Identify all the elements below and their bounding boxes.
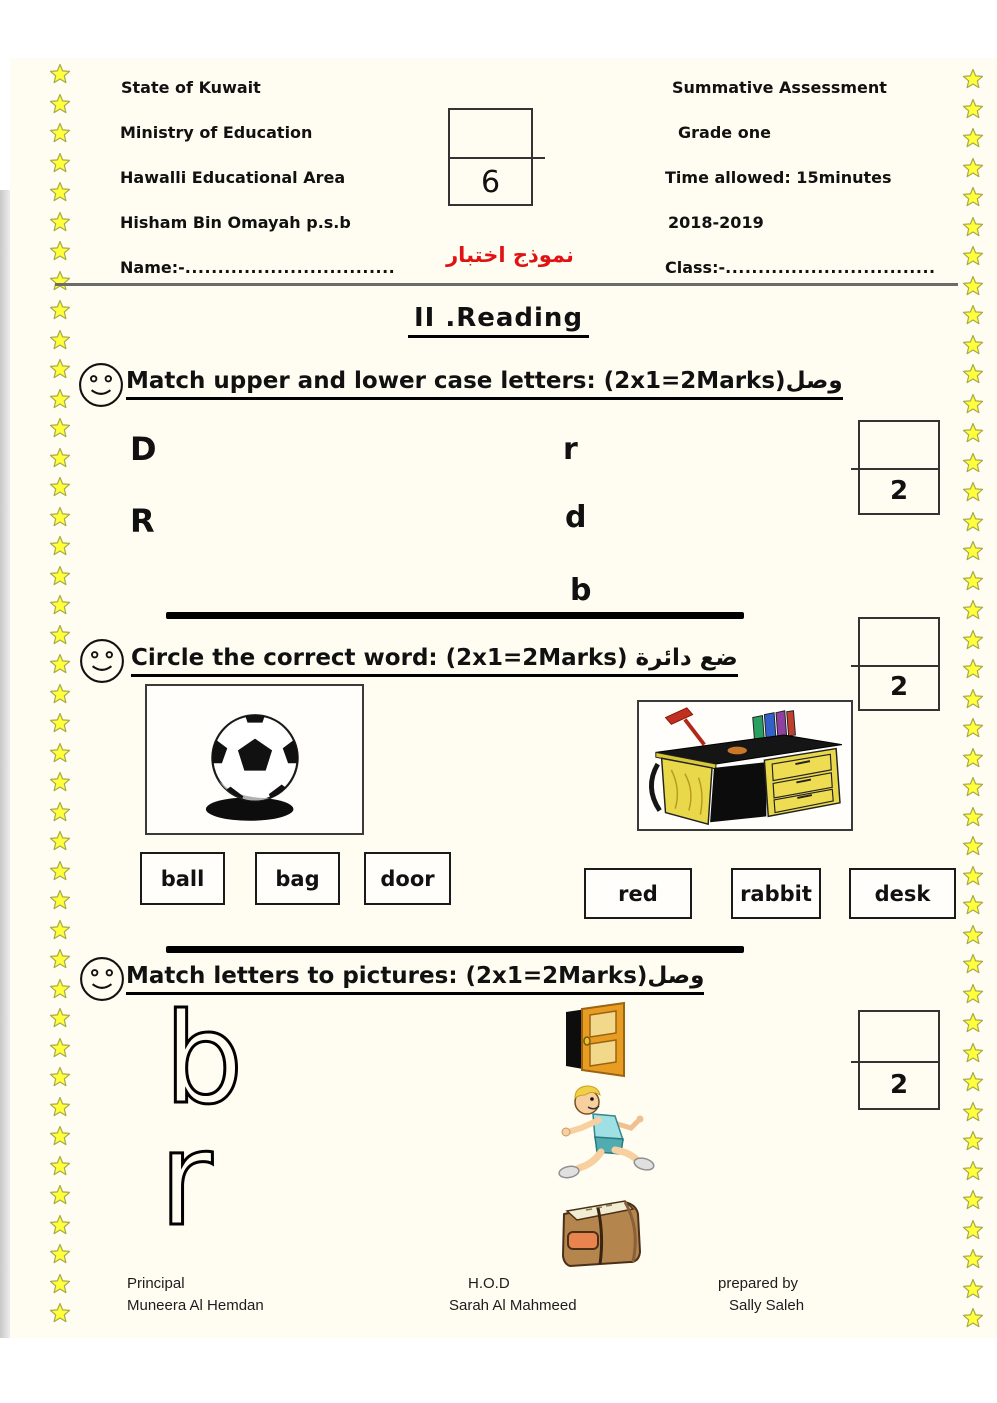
star-icon <box>962 481 984 503</box>
smiley-icon <box>79 638 125 684</box>
word-choice-door: door <box>364 852 451 905</box>
star-icon <box>962 570 984 592</box>
star-icon <box>962 216 984 238</box>
header-year: 2018-2019 <box>668 213 764 232</box>
class-field <box>665 258 936 277</box>
star-icon <box>49 1007 71 1029</box>
section3-score: 2 <box>889 1069 909 1100</box>
star-icon <box>962 1278 984 1300</box>
match-lower-letter: r <box>563 432 578 467</box>
star-border-right <box>962 68 984 1329</box>
star-icon <box>962 422 984 444</box>
star-icon <box>49 1184 71 1206</box>
star-icon <box>962 717 984 739</box>
header-ministry: Ministry of Education <box>120 123 313 142</box>
star-icon <box>49 358 71 380</box>
section2-heading-arabic: ضع دائرة <box>635 645 738 671</box>
name-field <box>120 258 395 277</box>
star-icon <box>49 1066 71 1088</box>
header-assessment: Summative Assessment <box>672 78 887 97</box>
outline-letter-b <box>148 990 268 1125</box>
star-icon <box>49 948 71 970</box>
running-boy-image <box>545 1082 665 1182</box>
svg-text:b: b <box>164 990 244 1125</box>
star-icon <box>49 742 71 764</box>
star-icon <box>962 1160 984 1182</box>
star-icon <box>962 894 984 916</box>
star-icon <box>49 506 71 528</box>
star-icon <box>962 747 984 769</box>
star-icon <box>49 93 71 115</box>
star-icon <box>962 511 984 533</box>
star-icon <box>962 157 984 179</box>
star-icon <box>962 1189 984 1211</box>
desk-image <box>639 702 851 829</box>
outline-letter-r <box>143 1132 263 1242</box>
star-icon <box>962 776 984 798</box>
picture-box-ball <box>145 684 364 835</box>
star-icon <box>49 889 71 911</box>
star-icon <box>49 476 71 498</box>
name-label: Name:- <box>120 258 185 277</box>
star-icon <box>962 186 984 208</box>
star-icon <box>962 629 984 651</box>
star-icon <box>962 835 984 857</box>
header-school: Hisham Bin Omayah p.s.b <box>120 213 351 232</box>
svg-text:r: r <box>159 1132 213 1242</box>
footer-hod-name: Sarah Al Mahmeed <box>449 1297 577 1314</box>
star-icon <box>962 245 984 267</box>
star-icon <box>49 122 71 144</box>
star-icon <box>962 1307 984 1329</box>
section1-heading-arabic: وصل <box>785 368 843 394</box>
class-label: Class:- <box>665 258 726 277</box>
star-icon <box>49 240 71 262</box>
match-upper-letter: R <box>130 502 155 540</box>
star-icon <box>962 865 984 887</box>
star-icon <box>49 152 71 174</box>
star-icon <box>962 1219 984 1241</box>
soccer-ball-image <box>196 696 314 824</box>
class-write-line: ................................ <box>725 258 936 277</box>
star-border-left <box>49 63 71 1324</box>
page-title: II .Reading <box>0 303 997 338</box>
star-icon <box>49 771 71 793</box>
star-icon <box>49 1273 71 1295</box>
star-icon <box>49 1155 71 1177</box>
book-image <box>550 1188 655 1270</box>
section3-heading: Match letters to pictures: (2x1=2Marks)وصل <box>126 963 704 995</box>
header-state: State of Kuwait <box>121 78 261 97</box>
match-upper-letter: D <box>130 430 157 468</box>
star-icon <box>962 363 984 385</box>
star-icon <box>49 683 71 705</box>
star-icon <box>49 63 71 85</box>
star-icon <box>49 1302 71 1324</box>
star-icon <box>49 181 71 203</box>
word-choice-ball: ball <box>140 852 225 905</box>
total-mark-value: 6 <box>480 165 501 200</box>
exam-model-label: نموذج اختبار <box>446 243 574 267</box>
header-grade: Grade one <box>678 123 771 142</box>
star-icon <box>962 1071 984 1093</box>
star-icon <box>49 830 71 852</box>
section-divider <box>166 612 744 619</box>
scan-edge-shadow <box>0 190 10 1338</box>
star-icon <box>49 270 71 292</box>
star-icon <box>49 1243 71 1265</box>
smiley-icon <box>78 362 124 408</box>
door-image <box>558 1000 633 1080</box>
star-icon <box>49 1125 71 1147</box>
picture-box-desk <box>637 700 853 831</box>
section1-heading: Match upper and lower case letters: (2x1=2Marks)وصل <box>126 368 843 400</box>
star-icon <box>962 98 984 120</box>
section2-score: 2 <box>889 672 909 702</box>
star-icon <box>49 535 71 557</box>
section2-score-box <box>858 617 940 711</box>
footer-principal-role: Principal <box>127 1275 185 1292</box>
star-icon <box>49 860 71 882</box>
header-area: Hawalli Educational Area <box>120 168 346 187</box>
star-icon <box>49 211 71 233</box>
star-icon <box>49 594 71 616</box>
word-choice-bag: bag <box>255 852 340 905</box>
footer-principal-name: Muneera Al Hemdan <box>127 1297 264 1314</box>
star-icon <box>962 806 984 828</box>
star-icon <box>49 447 71 469</box>
star-icon <box>49 712 71 734</box>
star-icon <box>49 1096 71 1118</box>
star-icon <box>49 1214 71 1236</box>
section2-heading: Circle the correct word: (2x1=2Marks) ضع دائرة <box>131 645 738 677</box>
star-icon <box>962 658 984 680</box>
star-icon <box>962 68 984 90</box>
star-icon <box>962 1042 984 1064</box>
star-icon <box>49 653 71 675</box>
star-icon <box>49 919 71 941</box>
star-icon <box>49 388 71 410</box>
header-time: Time allowed: 15minutes <box>665 168 892 187</box>
star-icon <box>962 275 984 297</box>
section-divider <box>166 946 744 953</box>
star-icon <box>962 983 984 1005</box>
star-icon <box>49 565 71 587</box>
star-icon <box>962 540 984 562</box>
section3-score-box <box>858 1010 940 1110</box>
star-icon <box>962 688 984 710</box>
star-icon <box>49 978 71 1000</box>
section3-heading-arabic: وصل <box>647 963 705 989</box>
star-icon <box>49 624 71 646</box>
word-choice-desk: desk <box>849 868 956 919</box>
section1-score: 2 <box>889 475 909 506</box>
match-lower-letter: d <box>565 500 587 535</box>
section1-score-box <box>858 420 940 515</box>
footer-preparedby-name: Sally Saleh <box>729 1297 805 1314</box>
footer-preparedby-role: prepared by <box>718 1275 799 1292</box>
word-choice-red: red <box>584 868 692 919</box>
footer-hod-role: H.O.D <box>468 1275 510 1292</box>
name-write-line: ................................ <box>184 258 396 277</box>
star-icon <box>49 417 71 439</box>
star-icon <box>962 1012 984 1034</box>
star-icon <box>49 801 71 823</box>
header-rule <box>55 283 958 286</box>
star-icon <box>49 1037 71 1059</box>
star-icon <box>962 127 984 149</box>
star-icon <box>962 452 984 474</box>
match-lower-letter: b <box>570 573 592 608</box>
word-choice-rabbit: rabbit <box>731 868 821 919</box>
star-icon <box>962 1248 984 1270</box>
smiley-icon <box>79 956 125 1002</box>
star-icon <box>962 599 984 621</box>
star-icon <box>962 1130 984 1152</box>
star-icon <box>962 1101 984 1123</box>
star-icon <box>962 393 984 415</box>
star-icon <box>962 953 984 975</box>
star-icon <box>962 924 984 946</box>
